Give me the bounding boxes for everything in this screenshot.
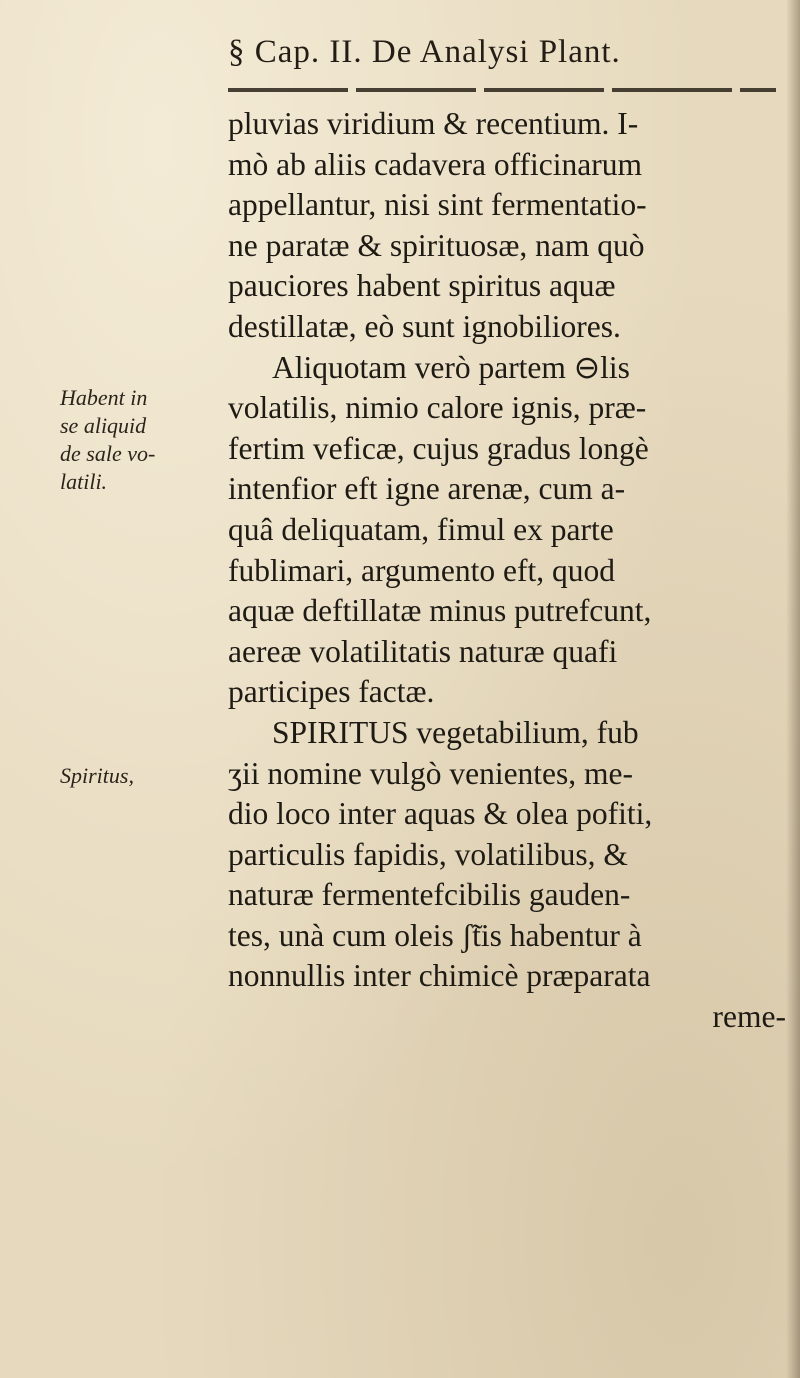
text-line: ʒii nomine vulgò venientes, me- <box>228 755 634 791</box>
text-line: pluvias viridium & recentium. I- <box>228 106 639 141</box>
text-line: naturæ fermentefcibilis gauden- <box>228 877 631 913</box>
text-line: SPIRITUS vegetabilium, fub <box>272 714 639 750</box>
text-line: dio loco inter aquas & olea pofiti, <box>228 796 653 832</box>
text-line: pauciores habent spiritus aquæ <box>228 268 616 304</box>
margin-note-line: Habent in <box>60 385 148 410</box>
text-line: fertim veficæ, cujus gradus longè <box>228 430 649 466</box>
text-line: destillatæ, eò sunt ignobiliores. <box>228 308 621 344</box>
text-line: mò ab aliis cadavera officinarum <box>228 146 642 182</box>
text-line: appellantur, nisi sint fermentatio- <box>228 187 647 223</box>
text-line: quâ deliquatam, fimul ex parte <box>228 511 614 547</box>
text-line: participes factæ. <box>228 674 435 710</box>
text-line: Aliquotam verò partem ⊖lis <box>272 349 630 385</box>
text-line: tes, unà cum oleis ʃ̃tis habentur à <box>228 917 642 953</box>
text-line: volatilis, nimio calore ignis, præ- <box>228 390 647 426</box>
text-line: aereæ volatilitatis naturæ quafi <box>228 633 618 669</box>
text-line: intenfior eft igne arenæ, cum a- <box>228 471 626 507</box>
margin-note-line: Spiritus, <box>60 763 134 788</box>
margin-note-spiritus <box>60 762 220 790</box>
text-line: fublimari, argumento eft, quod <box>228 552 615 588</box>
margin-note-line: latili. <box>60 469 108 494</box>
header-rule <box>228 88 776 92</box>
text-line: ne paratæ & spirituosæ, nam quò <box>228 227 645 263</box>
body-text <box>228 104 794 1038</box>
text-line: particulis fapidis, volatilibus, & <box>228 836 628 872</box>
catchword: reme- <box>712 999 786 1035</box>
text-line: nonnullis inter chimicè præparata <box>228 958 651 994</box>
margin-note-habent <box>60 384 220 496</box>
text-line: aquæ deftillatæ minus putrefcunt, <box>228 593 652 629</box>
margin-note-line: se aliquid <box>60 413 147 438</box>
running-head: § Cap. II. De Analysi Plant. <box>228 34 621 70</box>
margin-note-line: de sale vo- <box>60 441 156 466</box>
